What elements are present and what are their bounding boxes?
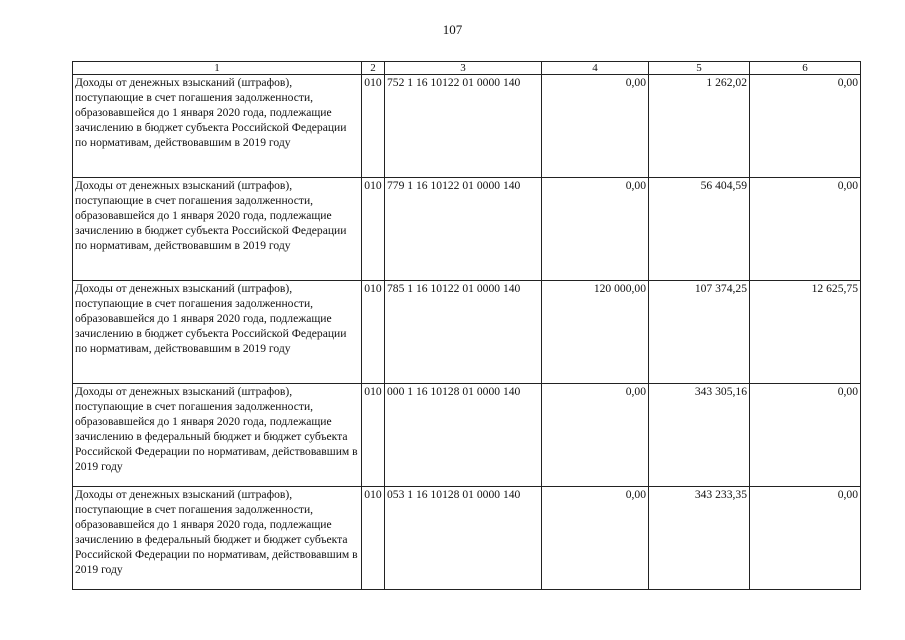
header-col-5: 5 [649, 62, 750, 75]
row-line-code: 010 [362, 487, 385, 590]
table-row [73, 75, 861, 178]
row-col6-value: 12 625,75 [750, 281, 861, 384]
table-row [73, 384, 861, 487]
row-col4-value: 120 000,00 [542, 281, 649, 384]
row-col5-value: 107 374,25 [649, 281, 750, 384]
row-budget-code: 785 1 16 10122 01 0000 140 [385, 281, 542, 384]
row-description: Доходы от денежных взысканий (штрафов), поступающие в счет погашения задолженности, образовавшейся до 1 января 2020 года, подлежащие зачислению в федеральный бюджет и бюджет субъекта Российской Федерации по нормативам, действовавшим в 2019 году [73, 384, 362, 487]
row-col5-value: 1 262,02 [649, 75, 750, 178]
row-budget-code: 779 1 16 10122 01 0000 140 [385, 178, 542, 281]
row-line-code: 010 [362, 384, 385, 487]
row-col5-value: 343 233,35 [649, 487, 750, 590]
header-row [73, 62, 861, 75]
row-col6-value: 0,00 [750, 487, 861, 590]
row-line-code: 010 [362, 75, 385, 178]
row-col5-value: 343 305,16 [649, 384, 750, 487]
row-col4-value: 0,00 [542, 178, 649, 281]
row-description: Доходы от денежных взысканий (штрафов), поступающие в счет погашения задолженности, образовавшейся до 1 января 2020 года, подлежащие зачислению в бюджет субъекта Российской Федерации по нормативам, действовавшим в 2019 году [73, 178, 362, 281]
row-col6-value: 0,00 [750, 178, 861, 281]
row-budget-code: 752 1 16 10122 01 0000 140 [385, 75, 542, 178]
table-row [73, 281, 861, 384]
row-description: Доходы от денежных взысканий (штрафов), поступающие в счет погашения задолженности, образовавшейся до 1 января 2020 года, подлежащие зачислению в федеральный бюджет и бюджет субъекта Российской Федерации по нормативам, действовавшим в 2019 году [73, 487, 362, 590]
row-description: Доходы от денежных взысканий (штрафов), поступающие в счет погашения задолженности, образовавшейся до 1 января 2020 года, подлежащие зачислению в бюджет субъекта Российской Федерации по нормативам, действовавшим в 2019 году [73, 281, 362, 384]
header-col-3: 3 [385, 62, 542, 75]
table-row [73, 178, 861, 281]
row-col4-value: 0,00 [542, 487, 649, 590]
header-col-2: 2 [362, 62, 385, 75]
budget-revenue-table [72, 61, 861, 590]
row-col6-value: 0,00 [750, 384, 861, 487]
row-col4-value: 0,00 [542, 384, 649, 487]
row-budget-code: 053 1 16 10128 01 0000 140 [385, 487, 542, 590]
header-col-6: 6 [750, 62, 861, 75]
row-line-code: 010 [362, 178, 385, 281]
row-col6-value: 0,00 [750, 75, 861, 178]
header-col-1: 1 [73, 62, 362, 75]
row-col5-value: 56 404,59 [649, 178, 750, 281]
row-col4-value: 0,00 [542, 75, 649, 178]
header-col-4: 4 [542, 62, 649, 75]
page-number: 107 [442, 22, 463, 37]
table-row [73, 487, 861, 590]
row-budget-code: 000 1 16 10128 01 0000 140 [385, 384, 542, 487]
row-description: Доходы от денежных взысканий (штрафов), поступающие в счет погашения задолженности, образовавшейся до 1 января 2020 года, подлежащие зачислению в бюджет субъекта Российской Федерации по нормативам, действовавшим в 2019 году [73, 75, 362, 178]
row-line-code: 010 [362, 281, 385, 384]
